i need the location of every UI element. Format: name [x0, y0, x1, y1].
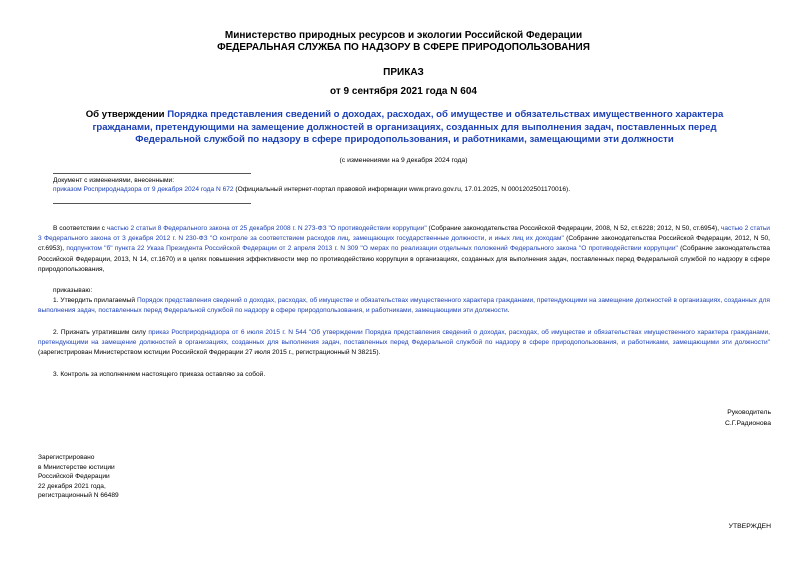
amendment-publication: (Официальный интернет-портал правовой информации www.pravo.gov.ru, 17.01.2025, N 0001202501170016). [233, 186, 571, 193]
amendment-note: (с изменениями на 9 декабря 2024 года) [339, 157, 468, 164]
law-273-link[interactable]: частью 2 статьи 8 Федерального закона от 25 декабря 2008 г. N 273-ФЗ "О противодействии коррупции" [106, 225, 427, 232]
item-1: 1. Утвердить прилагаемый Порядок представления сведений о доходах, расходах, об имуществе и обязательствах имущественного характера гражданами, претендующими на замещение должностей в организациях, созданных для выполнения задач, поставленных перед Федеральной службой по надзору в сфере природопользования, и работниками, замещающими эти должности. [38, 297, 770, 315]
registration-block: Зарегистрировано в Министерстве юстиции Российской Федерации 22 декабря 2021 года, регистрационный N 66489 [38, 454, 119, 500]
document-title [72, 109, 737, 147]
amendment-order-link[interactable]: приказом Росприроднадзора от 9 декабря 2024 года N 672 [53, 186, 234, 193]
service-name: ФЕДЕРАЛЬНАЯ СЛУЖБА ПО НАДЗОРУ В СФЕРЕ ПРИРОДОПОЛЬЗОВАНИЯ [217, 42, 590, 53]
law-230-link[interactable]: частью 2 статьи 3 Федерального закона от 3 декабря 2012 г. N 230-ФЗ "О контроле за соответствием расходов лиц, замещающих государственные должности, и иных лиц их доходам" [38, 225, 770, 243]
signature-name: С.Г.Радионова [724, 420, 771, 427]
order-544-link[interactable]: приказ Росприроднадзора от 6 июля 2015 г. N 544 "Об утверждении Порядка представления сведений о доходах, расходах, об имуществе и обязательствах имущественного характера гражданами, претендующими на замещение должностей в организациях, созданных для выполнения задач, поставленных перед Федеральной службой по надзору в сфере природопользования, и работниками, замещающими эти должности" [38, 329, 770, 347]
procedure-link[interactable]: Порядок представления сведений о доходах, расходах, об имуществе и обязательствах имущественного характера гражданами, претендующими на замещение должностей в организациях, созданных для выполнения задач, поставленных перед Федеральной службой по надзору в сфере природопользования, и работниками, замещающими эти должности [38, 297, 770, 315]
item-2: 2. Признать утратившим силу приказ Росприроднадзора от 6 июля 2015 г. N 544 "Об утверждении Порядка представления сведений о доходах, расходах, об имуществе и обязательствах имущественного характера гражданами, претендующими на замещение должностей в организациях, созданных для выполнения задач, поставленных перед Федеральной службой по надзору в сфере природопользования, и работниками, замещающими эти должности" (зарегистрирован Министерством юстиции Российской Федерации 27 июля 2015 г., регистрационный N 38215). [38, 329, 770, 357]
preamble-paragraph: В соответствии с частью 2 статьи 8 Федерального закона от 25 декабря 2008 г. N 273-ФЗ "О противодействии коррупции" (Собрание законодательства Российской Федерации, 2008, N 52, ст.6228; 2012, N 50, ст.6954), частью 2 статьи 3 Федерального закона от 3 декабря 2012 г. N 230-ФЗ "О контроле за соответствием расходов лиц, замещающих государственные должности, и иных лиц их доходам" (Собрание законодательства Российской Федерации, 2012, N 50, ст.6953), подпунктом "б" пункта 22 Указа Президента Российской Федерации от 2 апреля 2013 г. N 309 "О мерах по реализации отдельных положений Федерального закона "О противодействии коррупции" (Собрание законодательства Российской Федерации, 2013, N 14, ст.1670) и в целях повышения эффективности мер по противодействию коррупции в организациях, созданных для выполнения задач, поставленных перед Федеральной службой по надзору в сфере природопользования, [38, 225, 770, 273]
approved-label: УТВЕРЖДЕН [728, 523, 771, 530]
decree-309-link[interactable]: подпунктом "б" пункта 22 Указа Президента Российской Федерации от 2 апреля 2013 г. N 309 "О мерах по реализации отдельных положений Федерального закона "О противодействии коррупции" [66, 245, 678, 253]
divider-bottom [53, 203, 251, 204]
document-date-number: от 9 сентября 2021 года N 604 [330, 86, 477, 97]
ministry-name: Министерство природных ресурсов и экологии Российской Федерации [224, 30, 583, 41]
item-3: 3. Контроль за исполнением настоящего приказа оставляю за собой. [53, 371, 266, 378]
order-word: приказываю: [53, 287, 93, 294]
divider-top [53, 173, 251, 174]
title-prefix: Об утверждении [85, 109, 168, 120]
document-type: ПРИКАЗ [383, 67, 424, 78]
doc-info-label: Документ с изменениями, внесенными: [53, 177, 175, 184]
signature-role: Руководитель [727, 409, 771, 416]
doc-info-amendment [53, 185, 773, 195]
title-link[interactable]: Порядка представления сведений о доходах, расходах, об имуществе и обязательствах имущественного характера гражданами, претендующими на замещение должностей в организациях, созданных для выполнения задач, поставленных перед Федеральной службой по надзору в сфере природопользования, и работниками, замещающими эти должности [92, 109, 724, 146]
